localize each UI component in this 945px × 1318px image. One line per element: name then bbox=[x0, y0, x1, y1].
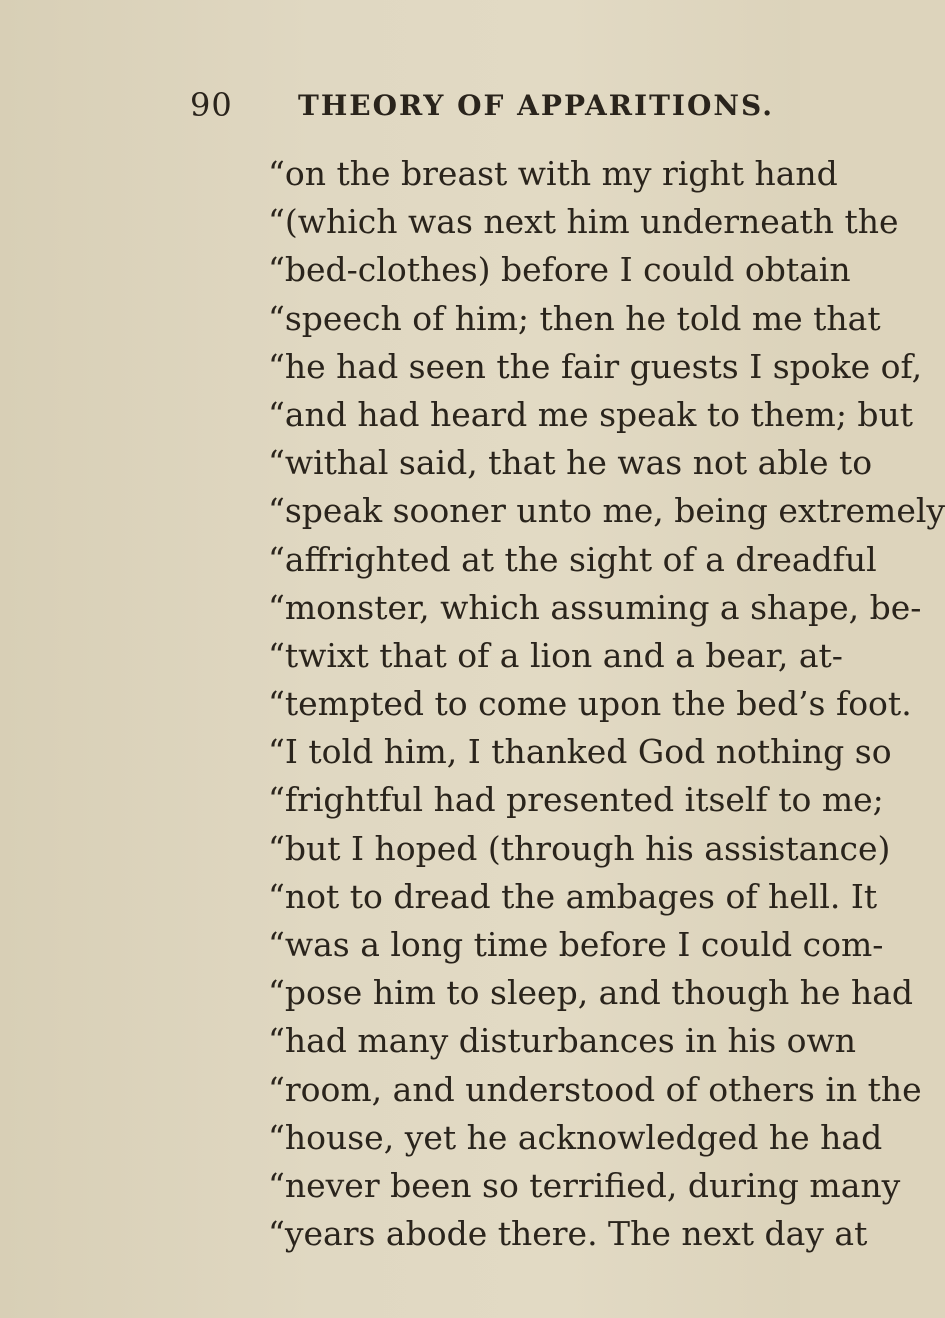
text-line: “(which was next him underneath the bbox=[268, 202, 899, 242]
text-line: “I told him, I thanked God nothing so bbox=[268, 732, 892, 772]
text-line: “and had heard me speak to them; but bbox=[268, 394, 914, 434]
running-head: THEORY OF APPARITIONS. bbox=[298, 89, 774, 122]
page-header bbox=[190, 86, 790, 136]
text-line: “he had seen the fair guests I spoke of, bbox=[268, 346, 923, 386]
text-line: “twixt that of a lion and a bear, at- bbox=[268, 635, 843, 675]
text-line: “house, yet he acknowledged he had bbox=[268, 1117, 883, 1157]
text-line: “not to dread the ambages of hell. It bbox=[268, 876, 878, 916]
text-line: “but I hoped (through his assistance) bbox=[268, 828, 891, 868]
text-line: “room, and understood of others in the bbox=[268, 1069, 922, 1109]
text-line: “withal said, that he was not able to bbox=[268, 443, 873, 483]
text-line: “on the breast with my right hand bbox=[268, 154, 838, 193]
text-line: “years abode there. The next day at bbox=[268, 1214, 868, 1254]
text-line: “speak sooner unto me, being extremely bbox=[268, 491, 945, 531]
text-line: “speech of him; then he told me that bbox=[268, 298, 881, 338]
text-line: “pose him to sleep, and though he had bbox=[268, 973, 914, 1013]
body-text bbox=[268, 150, 945, 1258]
text-line: “monster, which assuming a shape, be- bbox=[268, 587, 922, 627]
text-line: “was a long time before I could com- bbox=[268, 925, 884, 964]
page-number: 90 bbox=[190, 86, 233, 124]
text-line: “affrighted at the sight of a dreadful bbox=[268, 539, 877, 579]
text-line: “never been so terrified, during many bbox=[268, 1165, 901, 1205]
text-line: “had many disturbances in his own bbox=[268, 1021, 857, 1061]
text-line: “frightful had presented itself to me; bbox=[268, 780, 884, 820]
text-line: “bed-clothes) before I could obtain bbox=[268, 250, 851, 290]
text-line: “tempted to come upon the bed’s foot. bbox=[268, 684, 912, 724]
